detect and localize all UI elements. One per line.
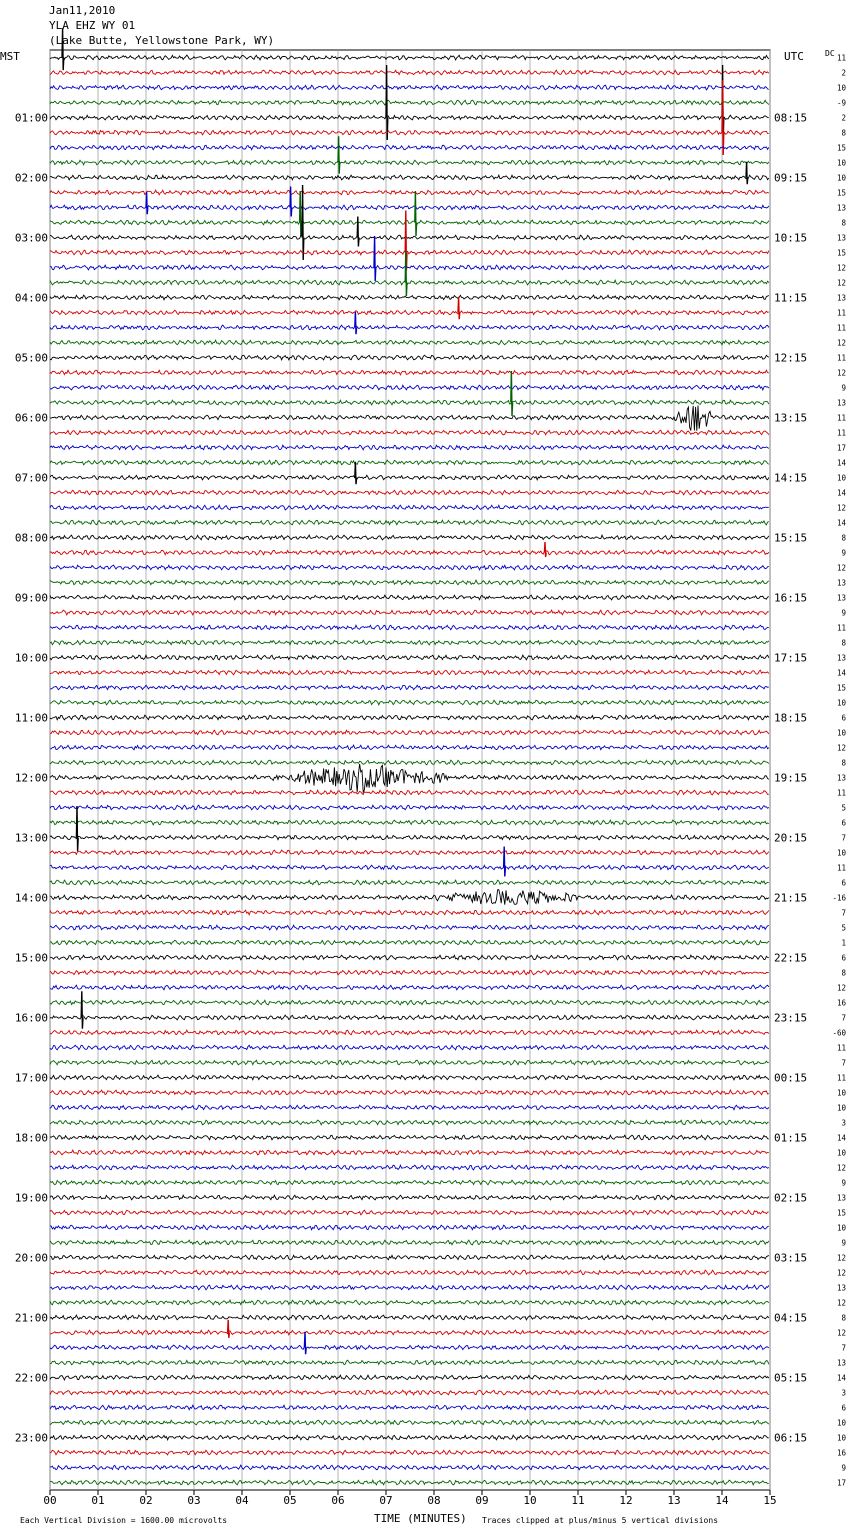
trace-line [50,655,769,660]
left-hour-label: 09:00 [14,591,48,605]
trace-line [50,1135,769,1140]
left-hour-label: 15:00 [14,951,48,965]
dc-offset-value: 1 [841,938,846,948]
trace-line [50,370,769,375]
dc-offset-value: 17 [836,1478,846,1488]
trace-line [50,880,769,885]
x-tick-label: 07 [379,1494,393,1507]
x-tick-label: 15 [763,1494,777,1507]
dc-offset-value: 2 [841,113,846,123]
dc-offset-value: 12 [836,368,846,378]
dc-offset-value: 11 [836,863,846,873]
trace-line [50,1330,769,1335]
dc-offset-value: 10 [836,728,846,738]
dc-offset-value: 11 [836,53,846,63]
dc-offset-value: 8 [841,758,846,768]
trace-line [50,820,769,825]
dc-offset-value: 8 [841,638,846,648]
trace-line [50,1090,769,1095]
dc-offset-value: 11 [836,1073,846,1083]
x-tick-label: 08 [427,1494,441,1507]
seismic-event-spike [302,185,304,260]
trace-line [50,1000,769,1005]
left-hour-label: 10:00 [14,651,48,665]
left-hour-label: 13:00 [14,831,48,845]
x-tick-label: 11 [571,1494,585,1507]
dc-offset-value: 10 [836,1418,846,1428]
dc-offset-value: 9 [841,608,846,618]
trace-line [50,925,769,930]
dc-offset-value: 12 [836,1253,846,1263]
dc-offset-value: 6 [841,1403,846,1413]
dc-offset-value: 9 [841,1463,846,1473]
left-hour-label: 16:00 [14,1011,48,1025]
trace-line [50,310,769,315]
seismic-event-spike [300,191,302,236]
dc-offset-value: 11 [836,428,846,438]
trace-line [50,400,769,405]
station-code: YLA EHZ WY 01 [49,19,136,32]
trace-line [50,100,769,105]
trace-line [50,1315,769,1320]
dc-offset-value: 11 [836,788,846,798]
trace-line [50,1480,769,1485]
dc-offset-value: 3 [841,1388,846,1398]
dc-offset-value: 10 [836,1148,846,1158]
dc-offset-value: 6 [841,878,846,888]
trace-line [50,490,769,495]
dc-offset-value: -9 [836,98,846,108]
dc-offset-value: 13 [836,773,846,783]
dc-offset-value: 6 [841,953,846,963]
right-hour-label: 00:15 [774,1071,808,1085]
right-hour-label: 12:15 [774,351,808,365]
dc-offset-value: 9 [841,383,846,393]
dc-offset-value: 9 [841,1238,846,1248]
trace-line [50,955,769,960]
trace-line [50,640,769,645]
right-hour-label: 05:15 [774,1371,808,1385]
trace-line [50,520,769,525]
trace-line [50,715,769,720]
left-hour-label: 22:00 [14,1371,48,1385]
seismic-event-spike [355,462,357,485]
dc-offset-value: 13 [836,593,846,603]
left-hour-label: 05:00 [14,351,48,365]
seismic-event-spike [458,297,460,320]
dc-offset-value: 10 [836,848,846,858]
trace-line [50,85,769,90]
dc-offset-value: 15 [836,248,846,258]
dc-offset-value: 11 [836,323,846,333]
trace-line [50,55,769,60]
trace-line [50,910,769,915]
trace-line [50,1420,769,1425]
dc-offset-value: 13 [836,1193,846,1203]
dc-offset-value: 11 [836,1043,846,1053]
trace-line [50,265,769,270]
right-hour-label: 15:15 [774,531,808,545]
dc-offset-value: 10 [836,1088,846,1098]
x-tick-label: 10 [523,1494,537,1507]
dc-offset-value: 8 [841,218,846,228]
trace-line [50,475,769,480]
dc-offset-value: 5 [841,803,846,813]
trace-line [50,1120,769,1125]
dc-offset-value: 13 [836,203,846,213]
dc-offset-value: 12 [836,1268,846,1278]
dc-offset-value: 14 [836,518,846,528]
right-hour-label: 03:15 [774,1251,808,1265]
right-hour-label: 23:15 [774,1011,808,1025]
trace-line [50,145,769,150]
x-tick-label: 02 [139,1494,153,1507]
trace-line [50,595,769,600]
dc-offset-value: 10 [836,698,846,708]
left-timezone-label: MST [0,50,20,63]
dc-offset-value: 13 [836,653,846,663]
dc-offset-value: 10 [836,1223,846,1233]
x-tick-label: 13 [667,1494,681,1507]
dc-offset-value: 15 [836,143,846,153]
plot-date: Jan11,2010 [49,4,116,17]
trace-line [50,670,769,675]
dc-offset-value: 13 [836,233,846,243]
trace-line [50,130,769,135]
trace-line [50,1285,769,1290]
trace-line [50,1345,769,1350]
dc-offset-label: DC [825,49,835,58]
right-hour-label: 09:15 [774,171,808,185]
dc-offset-value: 16 [836,1448,846,1458]
trace-line [50,1060,769,1065]
trace-line [50,1180,769,1185]
seismic-event-spike [76,806,78,851]
dc-offset-value: 16 [836,998,846,1008]
dc-offset-value: 15 [836,1208,846,1218]
dc-offset-value: 10 [836,1103,846,1113]
dc-offset-value: 11 [836,413,846,423]
dc-offset-value: 12 [836,263,846,273]
trace-line [50,1390,769,1395]
seismic-event-spike [81,991,83,1029]
dc-offset-value: 10 [836,1433,846,1443]
trace-line [50,1375,769,1380]
left-hour-label: 08:00 [14,531,48,545]
dc-offset-value: 8 [841,968,846,978]
trace-line [50,406,769,431]
seismic-event-spike [415,191,417,236]
x-tick-label: 04 [235,1494,249,1507]
x-tick-label: 09 [475,1494,489,1507]
dc-offset-value: 11 [836,353,846,363]
dc-offset-value: 15 [836,683,846,693]
trace-line [50,1015,769,1020]
left-hour-label: 14:00 [14,891,48,905]
trace-line [50,625,769,630]
right-hour-label: 18:15 [774,711,808,725]
dc-offset-value: 3 [841,1118,846,1128]
dc-offset-value: 13 [836,1283,846,1293]
left-hour-label: 03:00 [14,231,48,245]
right-hour-label: 20:15 [774,831,808,845]
trace-line [50,985,769,990]
right-hour-label: 16:15 [774,591,808,605]
trace-line [50,385,769,390]
trace-line [50,175,769,180]
trace-line [50,325,769,330]
seismic-event-spike [357,217,359,247]
trace-line [50,764,769,792]
right-hour-label: 08:15 [774,111,808,125]
trace-line [50,190,769,195]
trace-line [50,1270,769,1275]
trace-line [50,835,769,840]
trace-line [50,730,769,735]
dc-offset-value: 7 [841,1013,846,1023]
trace-line [50,850,769,855]
clipping-note: Traces clipped at plus/minus 5 vertical divisions [482,1516,719,1525]
dc-offset-value: 14 [836,458,846,468]
x-tick-label: 12 [619,1494,633,1507]
seismic-event-spike [304,1332,306,1355]
x-tick-label: 05 [283,1494,297,1507]
dc-offset-value: 7 [841,908,846,918]
dc-offset-value: 14 [836,1373,846,1383]
left-hour-label: 23:00 [14,1431,48,1445]
seismic-event-spike [62,28,64,70]
dc-offset-value: 7 [841,833,846,843]
trace-line [50,1405,769,1410]
trace-line [50,1075,769,1080]
dc-offset-value: 13 [836,1358,846,1368]
station-location: (Lake Butte, Yellowstone Park, WY) [49,34,275,47]
trace-line [50,1255,769,1260]
dc-offset-value: 11 [836,308,846,318]
trace-line [50,280,769,285]
trace-line [50,580,769,585]
trace-line [50,445,769,450]
left-hour-label: 20:00 [14,1251,48,1265]
seismic-event-spike [544,542,546,557]
x-tick-label: 01 [91,1494,105,1507]
x-tick-label: 06 [331,1494,345,1507]
x-axis-title: TIME (MINUTES) [374,1512,467,1525]
dc-offset-value: 12 [836,503,846,513]
vertical-scale-note: Each Vertical Division = 1600.00 microvolts [20,1516,228,1525]
trace-line [50,250,769,255]
left-hour-label: 02:00 [14,171,48,185]
dc-offset-value: 12 [836,743,846,753]
dc-offset-value: -60 [832,1028,846,1038]
x-tick-label: 03 [187,1494,201,1507]
trace-line [50,430,769,435]
seismic-event-spike [355,312,357,335]
right-hour-label: 11:15 [774,291,808,305]
trace-line [50,1210,769,1215]
trace-line [50,805,769,810]
left-hour-label: 17:00 [14,1071,48,1085]
right-hour-label: 22:15 [774,951,808,965]
trace-line [50,550,769,555]
dc-offset-value: 8 [841,533,846,543]
dc-offset-value: 12 [836,338,846,348]
dc-offset-value: 8 [841,1313,846,1323]
left-hour-label: 04:00 [14,291,48,305]
trace-line [50,565,769,570]
trace-line [50,1225,769,1230]
trace-line [50,295,769,300]
trace-line [50,340,769,345]
right-hour-label: 17:15 [774,651,808,665]
left-hour-label: 01:00 [14,111,48,125]
trace-line [50,610,769,615]
trace-line [50,1105,769,1110]
dc-offset-value: -16 [832,893,846,903]
trace-line [50,535,769,540]
dc-offset-value: 13 [836,293,846,303]
dc-offset-value: 12 [836,1163,846,1173]
dc-offset-value: 13 [836,578,846,588]
dc-offset-value: 14 [836,1133,846,1143]
trace-line [50,1030,769,1035]
dc-offset-value: 12 [836,983,846,993]
dc-offset-value: 10 [836,473,846,483]
dc-offset-value: 14 [836,488,846,498]
right-hour-label: 10:15 [774,231,808,245]
dc-offset-value: 7 [841,1343,846,1353]
trace-line [50,700,769,705]
right-hour-label: 19:15 [774,771,808,785]
left-hour-label: 21:00 [14,1311,48,1325]
trace-line [50,1165,769,1170]
left-hour-label: 18:00 [14,1131,48,1145]
right-hour-label: 04:15 [774,1311,808,1325]
trace-line [50,1360,769,1365]
seismic-event-spike [511,371,513,416]
dc-offset-value: 7 [841,1058,846,1068]
trace-line [50,890,769,905]
right-hour-label: 13:15 [774,411,808,425]
x-tick-label: 00 [43,1494,57,1507]
dc-offset-value: 8 [841,128,846,138]
left-hour-label: 12:00 [14,771,48,785]
trace-line [50,940,769,945]
trace-line [50,505,769,510]
left-hour-label: 19:00 [14,1191,48,1205]
dc-offset-value: 9 [841,548,846,558]
trace-line [50,1195,769,1200]
trace-line [50,235,769,240]
trace-line [50,685,769,690]
left-hour-label: 06:00 [14,411,48,425]
trace-line [50,220,769,225]
x-tick-label: 14 [715,1494,729,1507]
trace-line [50,355,769,360]
trace-line [50,1240,769,1245]
dc-offset-value: 17 [836,443,846,453]
right-hour-label: 21:15 [774,891,808,905]
dc-offset-value: 9 [841,1178,846,1188]
trace-line [50,70,769,75]
seismic-event-spike [228,1320,230,1338]
dc-offset-value: 6 [841,713,846,723]
dc-offset-value: 10 [836,158,846,168]
trace-line [50,1045,769,1050]
trace-line [50,1300,769,1305]
dc-offset-value: 12 [836,563,846,573]
dc-offset-value: 12 [836,1298,846,1308]
left-hour-label: 11:00 [14,711,48,725]
right-hour-label: 02:15 [774,1191,808,1205]
trace-line [50,970,769,975]
right-hour-label: 14:15 [774,471,808,485]
dc-offset-value: 13 [836,398,846,408]
trace-line [50,1150,769,1155]
trace-line [50,460,769,465]
seismic-event-spike [746,162,748,185]
dc-offset-value: 6 [841,818,846,828]
dc-offset-value: 10 [836,83,846,93]
trace-line [50,115,769,120]
trace-line [50,160,769,165]
right-hour-label: 06:15 [774,1431,808,1445]
dc-offset-value: 5 [841,923,846,933]
right-timezone-label: UTC [784,50,804,63]
trace-line [50,1450,769,1455]
trace-line [50,865,769,870]
dc-offset-value: 2 [841,68,846,78]
dc-offset-value: 10 [836,173,846,183]
trace-line [50,205,769,210]
trace-line [50,1435,769,1440]
trace-line [50,745,769,750]
dc-offset-value: 15 [836,188,846,198]
trace-line [50,760,769,765]
trace-line [50,1465,769,1470]
dc-offset-value: 12 [836,278,846,288]
dc-offset-value: 11 [836,623,846,633]
dc-offset-value: 12 [836,1328,846,1338]
right-hour-label: 01:15 [774,1131,808,1145]
left-hour-label: 07:00 [14,471,48,485]
trace-line [50,790,769,795]
dc-offset-value: 14 [836,668,846,678]
seismic-event-spike [374,236,376,281]
